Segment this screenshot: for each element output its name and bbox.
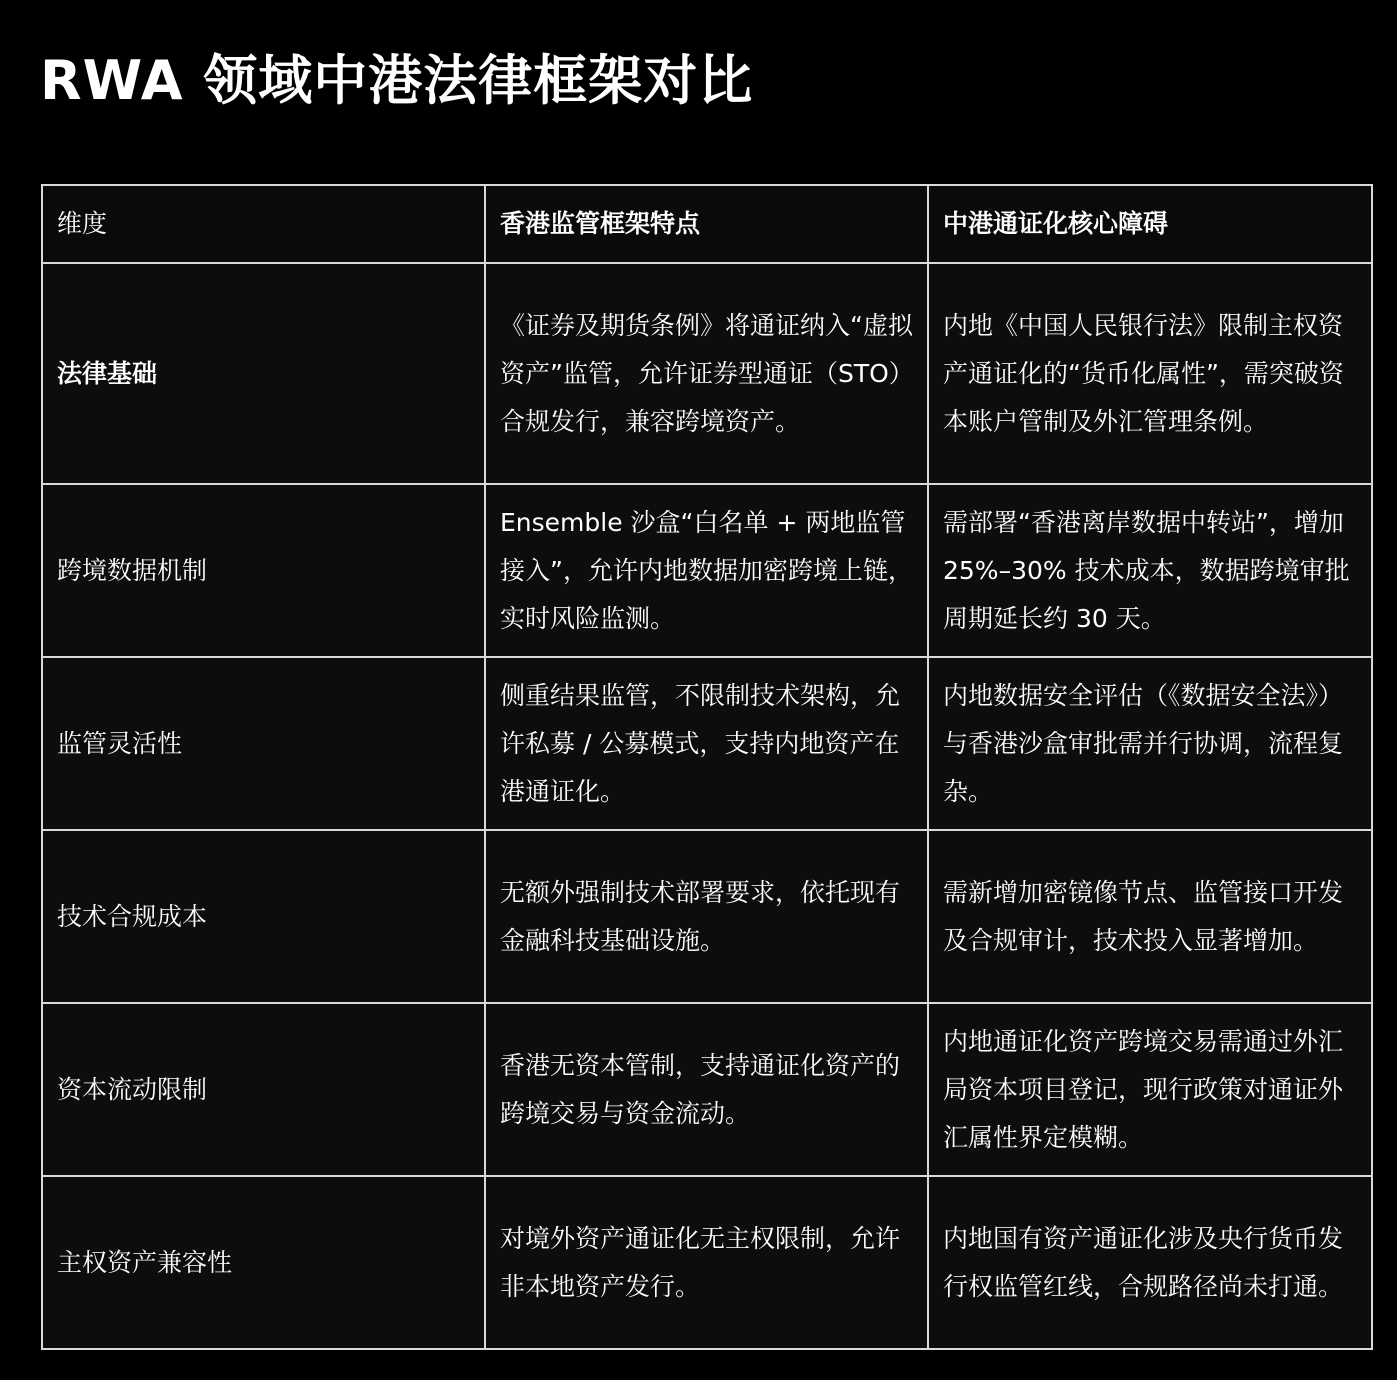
row-hongkong-cell: 香港无资本管制，支持通证化资产的跨境交易与资金流动。: [485, 1003, 928, 1176]
page-title: RWA 领域中港法律框架对比: [40, 49, 754, 112]
header-dimension: 维度: [42, 185, 485, 263]
row-hongkong-cell: 对境外资产通证化无主权限制，允许非本地资产发行。: [485, 1176, 928, 1349]
header-core-barriers: 中港通证化核心障碍: [928, 185, 1372, 263]
row-dimension: 跨境数据机制: [42, 484, 485, 657]
row-hongkong-cell: 《证券及期货条例》将通证纳入“虚拟资产”监管，允许证券型通证（STO）合规发行，兼容跨境资产。: [485, 263, 928, 484]
row-hongkong-cell: 无额外强制技术部署要求，依托现有金融科技基础设施。: [485, 830, 928, 1003]
row-dimension: 法律基础: [42, 263, 485, 484]
table-row: [42, 830, 1372, 1003]
row-dimension: 技术合规成本: [42, 830, 485, 1003]
table-row: [42, 1176, 1372, 1349]
row-barrier-cell: 内地数据安全评估（《数据安全法》）与香港沙盒审批需并行协调，流程复杂。: [928, 657, 1372, 830]
table-header-row: [42, 185, 1372, 263]
row-dimension: 监管灵活性: [42, 657, 485, 830]
table-row: [42, 657, 1372, 830]
row-dimension: 资本流动限制: [42, 1003, 485, 1176]
table-row: [42, 263, 1372, 484]
row-barrier-cell: 内地《中国人民银行法》限制主权资产通证化的“货币化属性”，需突破资本账户管制及外汇管理条例。: [928, 263, 1372, 484]
row-barrier-cell: 需部署“香港离岸数据中转站”，增加 25%–30% 技术成本，数据跨境审批周期延长约 30 天。: [928, 484, 1372, 657]
row-hongkong-cell: Ensemble 沙盒“白名单 + 两地监管接入”，允许内地数据加密跨境上链，实时风险监测。: [485, 484, 928, 657]
header-hongkong-framework: 香港监管框架特点: [485, 185, 928, 263]
row-barrier-cell: 需新增加密镜像节点、监管接口开发及合规审计，技术投入显著增加。: [928, 830, 1372, 1003]
row-barrier-cell: 内地通证化资产跨境交易需通过外汇局资本项目登记，现行政策对通证外汇属性界定模糊。: [928, 1003, 1372, 1176]
table-row: [42, 1003, 1372, 1176]
comparison-table: [41, 184, 1373, 1350]
table-row: [42, 484, 1372, 657]
row-dimension: 主权资产兼容性: [42, 1176, 485, 1349]
row-hongkong-cell: 侧重结果监管，不限制技术架构，允许私募 / 公募模式，支持内地资产在港通证化。: [485, 657, 928, 830]
row-barrier-cell: 内地国有资产通证化涉及央行货币发行权监管红线，合规路径尚未打通。: [928, 1176, 1372, 1349]
